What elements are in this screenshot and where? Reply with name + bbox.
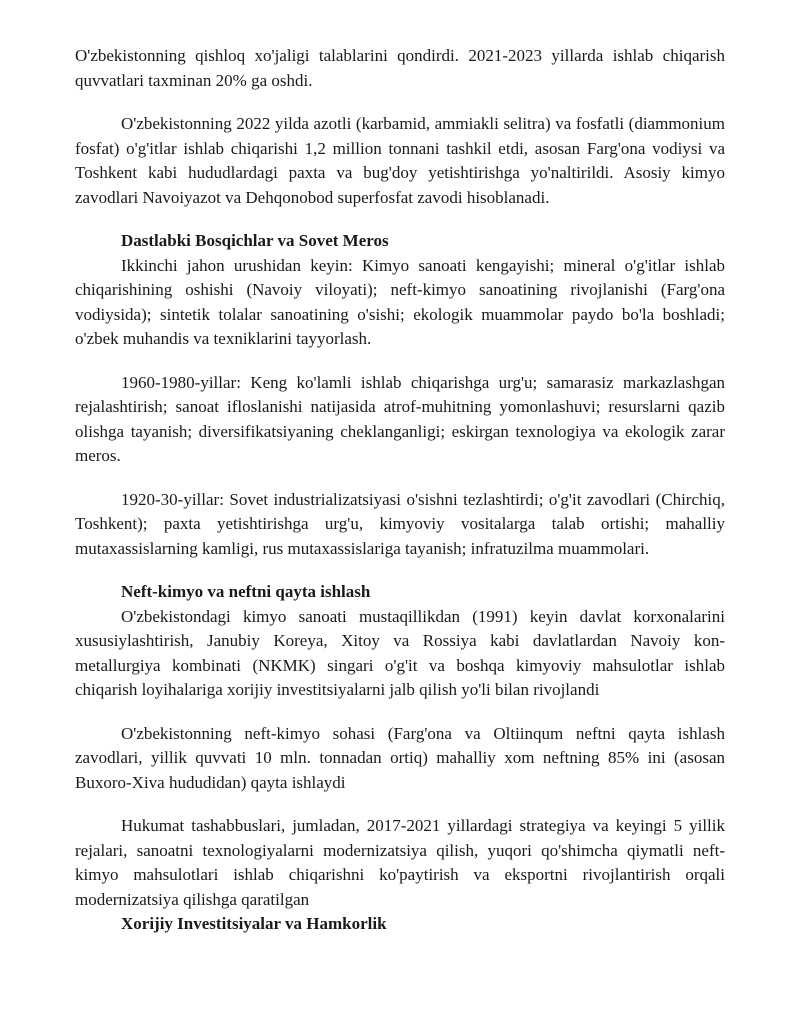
section-heading-early-stages: Dastlabki Bosqichlar va Sovet Meros [121, 231, 389, 250]
paragraph-independence: O'zbekistondagi kimyo sanoati mustaqillikdan (1991) keyin davlat korxonalarini xususiylashtirish, Janubiy Koreya, Xitoy va Rossiya kabi davlatlardan Navoiy kon-metallurgiya kombinati (NKMK) singari o'g'it va boshqa kimyoviy mahsulotlar ishlab chiqarish loyihalariga xorijiy investitsiyalarni jalb qilish yo'li bilan rivojlandi [75, 606, 725, 699]
paragraph-fertilizer-production: O'zbekistonning 2022 yilda azotli (karbamid, ammiakli selitra) va fosfatli (diammonium fosfat) o'g'itlar ishlab chiqarishi 1,2 million tonnani tashkil etdi, asosan Farg'ona vodiysi va Toshkent kabi hududlardagi paxta va bug'doy yetishtirishga yo'naltirildi. Asosiy kimyo zavodlari Navoiyazot va Dehqonobod superfosfat zavodi hisoblanadi. [75, 114, 725, 207]
document-page [75, 44, 725, 937]
section-heading-foreign-investment: Xorijiy Investitsiyalar va Hamkorlik [121, 914, 387, 933]
section-heading-petrochemical: Neft-kimyo va neftni qayta ishlash [121, 582, 371, 601]
paragraph-1960-1980: 1960-1980-yillar: Keng ko'lamli ishlab chiqarishga urg'u; samarasiz markazlashgan rejalashtirish; sanoat ifloslanishi natijasida atrof-muhitning yomonlashuvi; resurslarni qazib olishga tayanish; diversifikatsiyaning cheklanganligi; eskirgan texnologiya va ekologik zarar meros. [75, 372, 725, 465]
paragraph-refining: O'zbekistonning neft-kimyo sohasi (Farg'ona va Oltiinqum neftni qayta ishlash zavodlari, yillik quvvati 10 mln. tonnadan ortiq) mahalliy xom neftning 85% ini (asosan Buxoro-Xiva hududidan) qayta ishlaydi [75, 723, 725, 792]
paragraph-fertilizer-demand: O'zbekistonning qishloq xo'jaligi talablarini qondirdi. 2021-2023 yillarda ishlab chiqarish quvvatlari taxminan 20% ga oshdi. [75, 46, 725, 90]
paragraph-1920-30: 1920-30-yillar: Sovet industrializatsiyasi o'sishni tezlashtirdi; o'g'it zavodlari (Chirchiq, Toshkent); paxta yetishtirishga urg'u, kimyoviy vositalarga talab ortishi; mahalliy mutaxassislarning kamligi, rus mutaxassislariga tayanish; infratuzilma muammolari. [75, 489, 725, 558]
paragraph-post-war: Ikkinchi jahon urushidan keyin: Kimyo sanoati kengayishi; mineral o'g'itlar ishlab chiqarishining oshishi (Navoiy viloyati); neft-kimyo sanoatining rivojlanishi (Farg'ona vodiysida); sintetik tolalar sanoatining o'sishi; ekologik muammolar paydo bo'la boshladi; o'zbek muhandis va texniklarini tayyorlash. [75, 255, 725, 348]
paragraph-government-initiatives: Hukumat tashabbuslari, jumladan, 2017-2021 yillardagi strategiya va keyingi 5 yillik rejalari, sanoatni texnologiyalarni modernizatsiya qilish, yuqori qo'shimcha qiymatli neft-kimyo mahsulotlari ishlab chiqarishni ko'paytirish va eksportni rivojlantirish orqali modernizatsiya qilishga qaratilgan [75, 816, 725, 909]
